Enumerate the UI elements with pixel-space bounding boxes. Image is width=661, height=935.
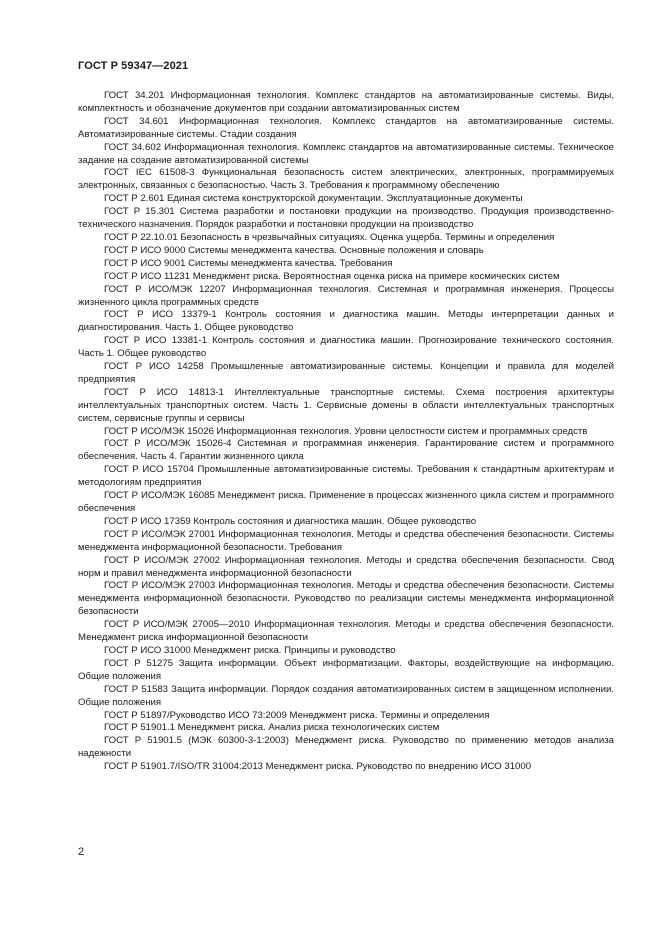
reference-entry: ГОСТ Р 51901.1 Менеджмент риска. Анализ риска технологических систем <box>104 722 440 734</box>
reference-entry: ГОСТ 34.201 Информационная технология. Комплекс стандартов на автоматизированные системы. Виды, комплектность и обозначение документов при создании автоматизированных систем <box>78 90 614 114</box>
reference-entry: ГОСТ Р 51901.7/ISO/TR 31004:2013 Менеджмент риска. Руководство по внедрению ИСО 31000 <box>104 761 532 773</box>
reference-entry: ГОСТ IEC 61508-3 Функциональная безопасность систем электрических, электронных, программируемых электронных, связанных с безопасностью. Часть 3. Требования к программному обеспечению <box>78 167 614 192</box>
reference-entry: ГОСТ Р 51275 Защита информации. Объект информатизации. Факторы, воздействующие на информацию. Общие положения <box>78 657 614 682</box>
reference-entry: ГОСТ Р ИСО/МЭК 15026 Информационная технология. Уровни целостности систем и программных средств <box>104 425 588 437</box>
reference-entry: ГОСТ Р 22.10.01 Безопасность в чрезвычайных ситуациях. Оценка ущерба. Термины и определения <box>104 231 555 243</box>
reference-entry: ГОСТ Р 51583 Защита информации. Порядок создания автоматизированных систем в защищенном исполнении. Общие положения <box>78 683 614 708</box>
reference-entry: ГОСТ Р ИСО/МЭК 27005—2010 Информационная технология. Методы и средства обеспечения безопасности. Менеджмент риска информационной безопасности <box>78 619 614 644</box>
reference-entry: ГОСТ Р ИСО 9001 Системы менеджмента качества. Требования <box>104 257 393 269</box>
reference-entry: ГОСТ Р ИСО 11231 Менеджмент риска. Вероятностная оценка риска на примере космических систем <box>104 270 560 282</box>
reference-entry: ГОСТ 34.601 Информационная технология. Комплекс стандартов на автоматизированные системы. Автоматизированные системы. Стадии создания <box>78 115 614 140</box>
reference-entry: ГОСТ Р 51901.5 (МЭК 60300-3-1:2003) Менеджмент риска. Руководство по применению методов анализа надежности <box>78 735 614 760</box>
reference-entry: ГОСТ Р ИСО/МЭК 15026-4 Системная и программная инженерия. Гарантирование систем и программного обеспечения. Часть 4. Гарантии жизненного цикла <box>78 438 614 463</box>
reference-entry: ГОСТ 34.602 Информационная технология. Комплекс стандартов на автоматизированные системы. Техническое задание на создание автоматизированной системы <box>78 141 614 166</box>
reference-entry: ГОСТ Р ИСО 13381-1 Контроль состояния и диагностика машин. Прогнозирование технического состояния. Часть 1. Общее руководство <box>78 335 614 360</box>
reference-entry: ГОСТ Р ИСО/МЭК 16085 Менеджмент риска. Применение в процессах жизненного цикла систем и программного обеспечения <box>78 490 614 514</box>
reference-entry: ГОСТ Р ИСО/МЭК 27003 Информационная технология. Методы и средства обеспечения безопасности. Системы менеджмента информационной безопасности. Руководство по реализации системы менеджмента информационной безопасности <box>78 580 614 618</box>
reference-entry: ГОСТ Р ИСО 9000 Системы менеджмента качества. Основные положения и словарь <box>104 244 484 256</box>
reference-entry: ГОСТ Р 15.301 Система разработки и постановки продукции на производство. Продукция производственно-технического назначения. Порядок разработки и постановки продукции на производство <box>78 206 614 231</box>
reference-entry: ГОСТ Р ИСО 13379-1 Контроль состояния и диагностика машин. Методы интерпретации данных и диагностирования. Часть 1. Общее руководство <box>78 309 614 334</box>
reference-entry: ГОСТ Р 51897/Руководство ИСО 73:2009 Менеджмент риска. Термины и определения <box>104 709 490 721</box>
reference-entry: ГОСТ Р 2.601 Единая система конструкторской документации. Эксплуатационные документы <box>104 193 523 205</box>
document-header: ГОСТ Р 59347—2021 <box>78 60 189 72</box>
reference-entry: ГОСТ Р ИСО 15704 Промышленные автоматизированные системы. Требования к стандартным архитектурам и методологиям предприятия <box>78 464 614 489</box>
reference-entry: ГОСТ Р ИСО/МЭК 27002 Информационная технология. Методы и средства обеспечения безопасности. Свод норм и правил менеджмента информационной безопасности <box>78 554 614 579</box>
reference-entry: ГОСТ Р ИСО 14258 Промышленные автоматизированные системы. Концепции и правила для моделей предприятия <box>78 361 614 385</box>
normative-references-list <box>78 90 614 774</box>
page-number: 2 <box>78 846 85 858</box>
reference-entry: ГОСТ Р ИСО/МЭК 27001 Информационная технология. Методы и средства обеспечения безопасности. Системы менеджмента информационной безопасности. Требования <box>78 528 614 553</box>
reference-entry: ГОСТ Р ИСО/МЭК 12207 Информационная технология. Системная и программная инженерия. Процессы жизненного цикла программных средств <box>78 283 614 308</box>
reference-entry: ГОСТ Р ИСО 17359 Контроль состояния и диагностика машин. Общее руководство <box>104 515 477 527</box>
reference-entry: ГОСТ Р ИСО 14813-1 Интеллектуальные транспортные системы. Схема построения архитектуры интеллектуальных транспортных систем. Часть 1. Сервисные домены в области интеллектуальных транспортных систем, сервисные группы и сервисы <box>78 386 614 424</box>
reference-entry: ГОСТ Р ИСО 31000 Менеджмент риска. Принципы и руководство <box>104 644 396 656</box>
